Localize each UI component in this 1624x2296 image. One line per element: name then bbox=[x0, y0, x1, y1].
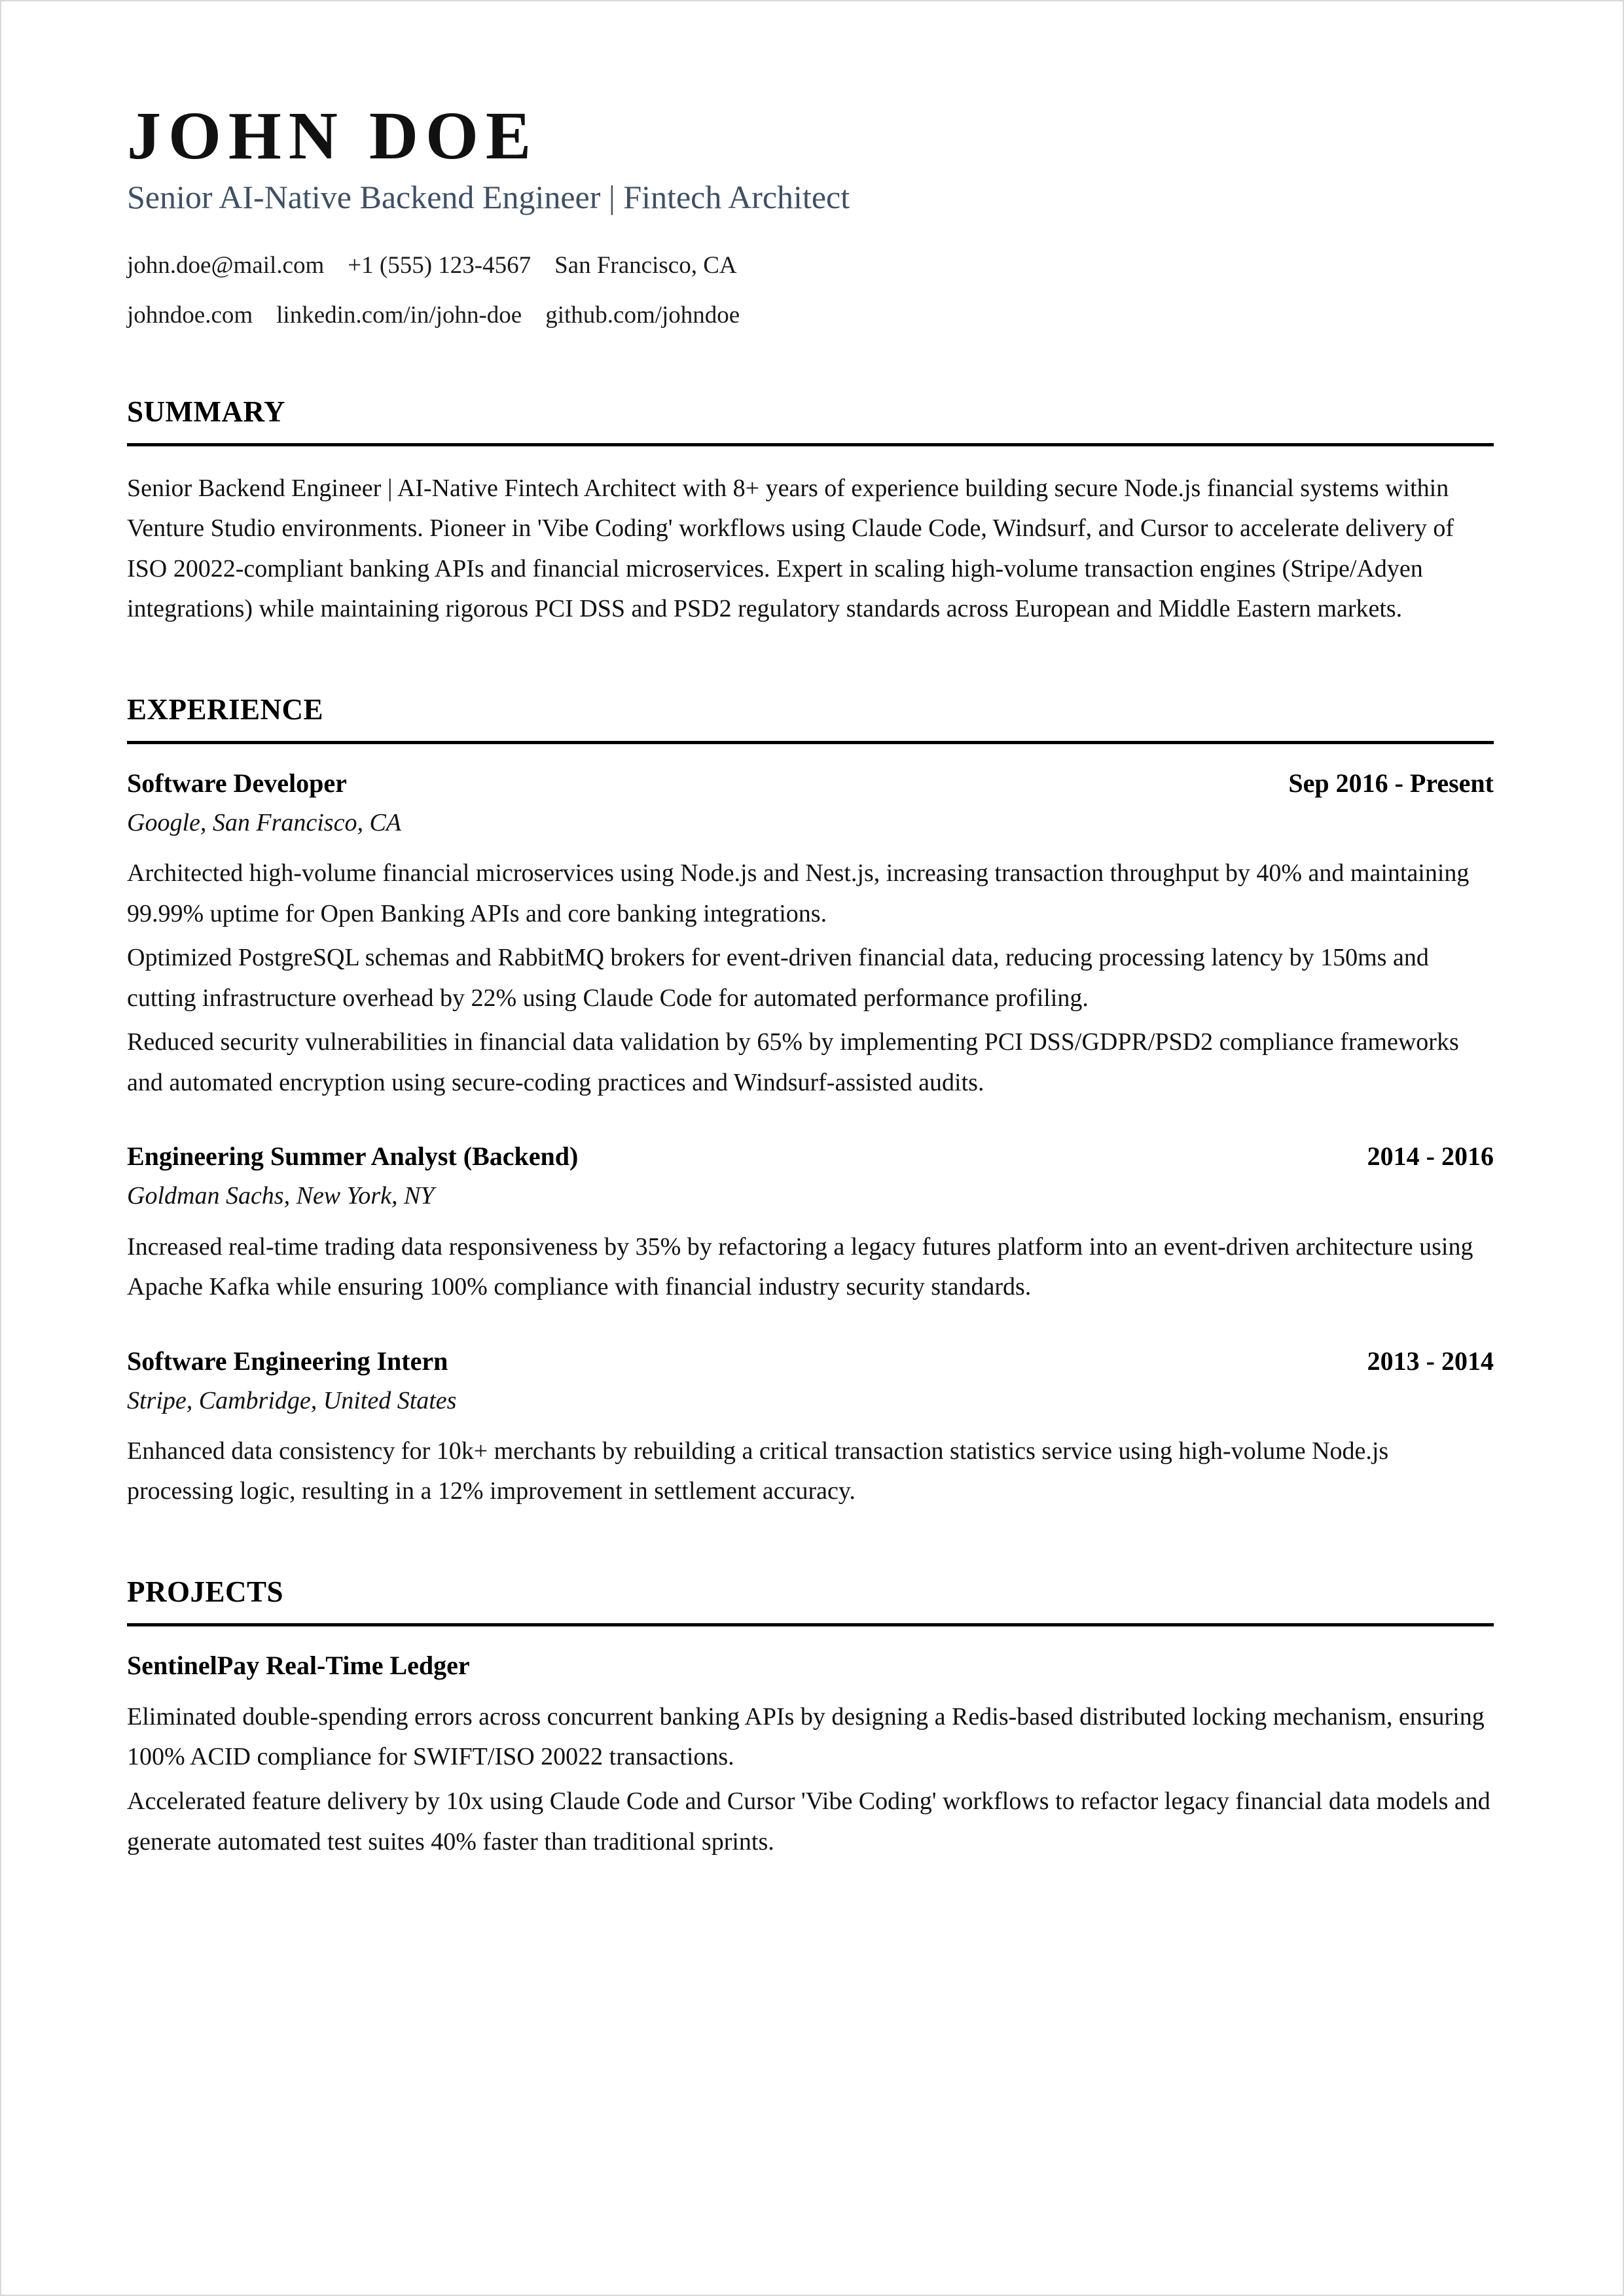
contact-location: San Francisco, CA bbox=[554, 251, 737, 279]
job-date: 2014 - 2016 bbox=[1367, 1141, 1494, 1172]
summary-text: Senior Backend Engineer | AI-Native Fintech Architect with 8+ years of experience building secure Node.js financial systems within Venture Studio environments. Pioneer in 'Vibe Coding' workflows using Claude Code, Windsurf, and Cursor to accelerate delivery of ISO 20022-compliant banking APIs and financial microservices. Expert in scaling high-volume transaction engines (Stripe/Adyen integrations) while maintaining rigorous PCI DSS and PSD2 regulatory standards across European and Middle Eastern markets. bbox=[127, 474, 1454, 623]
section-summary bbox=[127, 395, 1494, 630]
section-divider bbox=[127, 443, 1494, 446]
contact-row-links bbox=[127, 299, 1494, 332]
job-organization: Google, San Francisco, CA bbox=[127, 808, 402, 836]
job-date: 2013 - 2014 bbox=[1367, 1346, 1494, 1376]
job-title: Software Developer bbox=[127, 768, 347, 798]
job-organization: Goldman Sachs, New York, NY bbox=[127, 1182, 435, 1210]
project-title: SentinelPay Real-Time Ledger bbox=[127, 1650, 470, 1680]
project-bullets bbox=[127, 1697, 1494, 1862]
candidate-name: JOHN DOE bbox=[127, 98, 539, 173]
project-entry bbox=[127, 1649, 1494, 1862]
job-bullet: Reduced security vulnerabilities in financial data validation by 65% by implementing PCI DSS/GDPR/PSD2 compliance frameworks and automated encryption using secure-coding practices and Windsurf-assisted audits. bbox=[127, 1028, 1459, 1096]
job-date: Sep 2016 - Present bbox=[1288, 768, 1494, 798]
contact-linkedin[interactable]: linkedin.com/in/john-doe bbox=[276, 301, 522, 329]
project-bullet: Eliminated double-spending errors across concurrent banking APIs by designing a Redis-based distributed locking mechanism, ensuring 100% ACID compliance for SWIFT/ISO 20022 transactions. bbox=[127, 1702, 1485, 1771]
section-title-projects: PROJECTS bbox=[127, 1575, 284, 1608]
job-bullets bbox=[127, 1431, 1494, 1512]
section-title-summary: SUMMARY bbox=[127, 395, 285, 428]
job-bullet: Enhanced data consistency for 10k+ merchants by rebuilding a critical transaction statistics service using high-volume Node.js processing logic, resulting in a 12% improvement in settlement accuracy. bbox=[127, 1437, 1389, 1505]
job-bullet: Optimized PostgreSQL schemas and RabbitMQ brokers for event-driven financial data, reducing processing latency by 150ms and cutting infrastructure overhead by 22% using Claude Code for automated performance profiling. bbox=[127, 944, 1429, 1012]
candidate-headline: Senior AI-Native Backend Engineer | Fintech Architect bbox=[127, 179, 850, 216]
summary-body bbox=[127, 469, 1494, 630]
job-bullets bbox=[127, 1227, 1494, 1308]
entry-header bbox=[127, 1344, 1494, 1378]
entry-header bbox=[127, 1139, 1494, 1174]
section-divider bbox=[127, 1623, 1494, 1626]
section-experience bbox=[127, 692, 1494, 1512]
contact-website[interactable]: johndoe.com bbox=[127, 301, 253, 329]
job-title: Software Engineering Intern bbox=[127, 1346, 448, 1376]
job-title: Engineering Summer Analyst (Backend) bbox=[127, 1141, 579, 1172]
section-projects bbox=[127, 1575, 1494, 1862]
contact-github[interactable]: github.com/johndoe bbox=[545, 301, 740, 329]
project-bullet: Accelerated feature delivery by 10x using Claude Code and Cursor 'Vibe Coding' workflows to refactor legacy financial data models and generate automated test suites 40% faster than traditional sprints. bbox=[127, 1787, 1490, 1856]
experience-entry bbox=[127, 766, 1494, 1103]
experience-entry bbox=[127, 1139, 1494, 1307]
job-bullet: Increased real-time trading data responsiveness by 35% by refactoring a legacy futures platform into an event-driven architecture using Apache Kafka while ensuring 100% compliance with financial industry security standards. bbox=[127, 1232, 1473, 1301]
resume-content bbox=[127, 99, 1494, 1862]
job-bullets bbox=[127, 853, 1494, 1103]
contact-email[interactable]: john.doe@mail.com bbox=[127, 251, 325, 279]
job-bullet: Architected high-volume financial microservices using Node.js and Nest.js, increasing transaction throughput by 40% and maintaining 99.99% uptime for Open Banking APIs and core banking integrations. bbox=[127, 859, 1470, 927]
contact-row-primary bbox=[127, 249, 1494, 282]
section-title-experience: EXPERIENCE bbox=[127, 692, 324, 726]
resume-header bbox=[127, 99, 1494, 332]
experience-entry bbox=[127, 1344, 1494, 1512]
job-organization: Stripe, Cambridge, United States bbox=[127, 1386, 457, 1414]
section-divider bbox=[127, 741, 1494, 744]
entry-header bbox=[127, 766, 1494, 800]
contact-phone[interactable]: +1 (555) 123-4567 bbox=[348, 251, 532, 279]
